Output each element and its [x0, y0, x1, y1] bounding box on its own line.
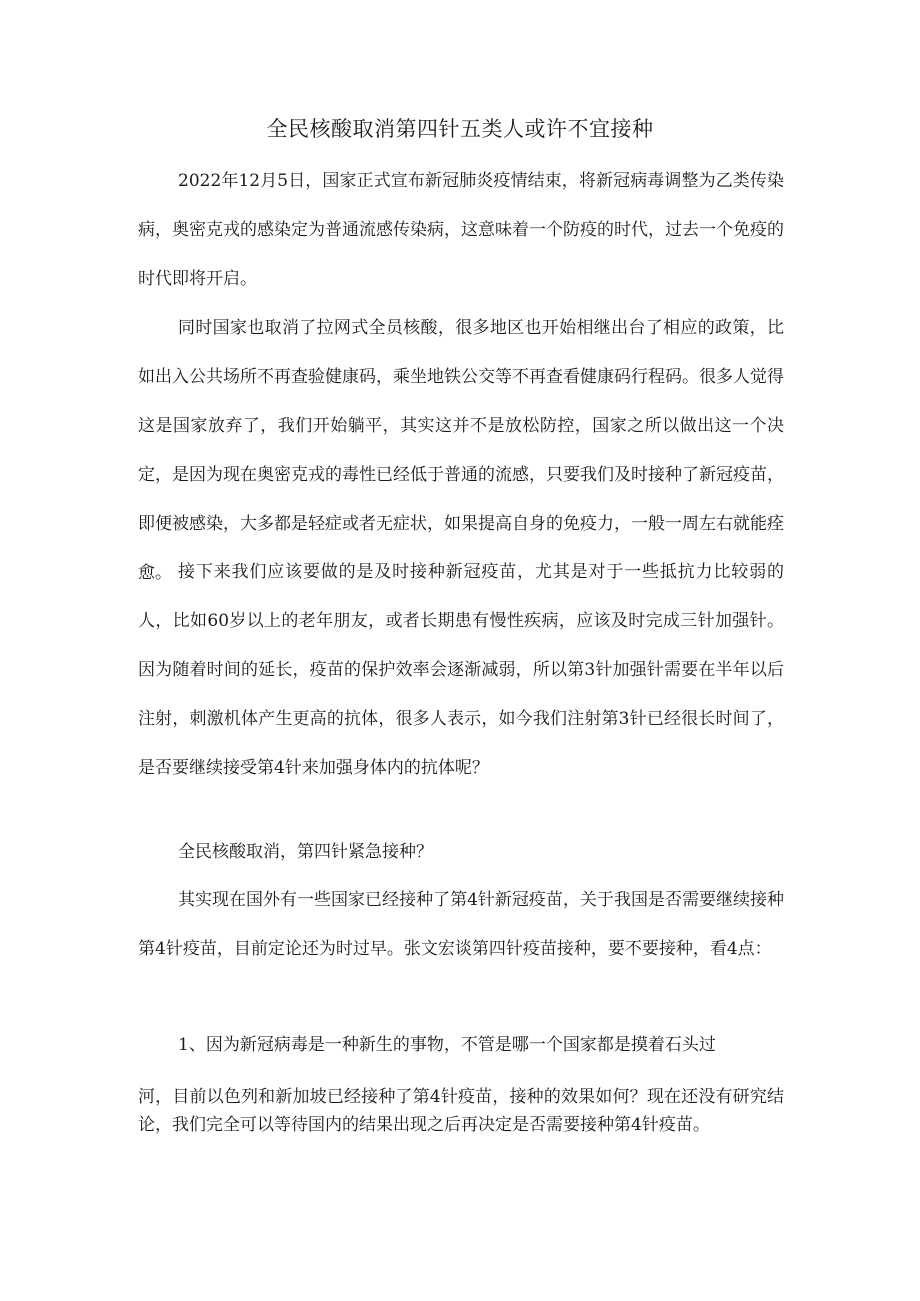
paragraph-6: 1、因为新冠病毒是一种新生的事物，不管是哪一个国家都是摸着石头过 — [178, 1035, 716, 1055]
paragraph-1: 2022年12月5日，国家正式宣布新冠肺炎疫情结束，将新冠病毒调整为乙类传染病，奥密克戎的感染定为普通流感传染病，这意味着一个防疫的时代，过去一个免疫的时代即将开启。 — [138, 171, 784, 289]
document-title: 全民核酸取消第四针五类人或许不宜接种 — [266, 117, 654, 141]
paragraph-5: 其实现在国外有一些国家已经接种了第4针新冠疫苗，关于我国是否需要继续接种第4针疫苗，目前定论还为时过早。张文宏谈第四针疫苗接种，要不要接种，看4点： — [138, 890, 784, 959]
paragraph-4-heading: 全民核酸取消，第四针紧急接种？ — [178, 842, 433, 862]
paragraph-3: 接下来我们应该要做的是及时接种新冠疫苗，尤其是对于一些抵抗力比较弱的人，比如60岁以上的老年朋友，或者长期患有慢性疾病，应该及时完成三针加强针。因为随着时间的延长，疫苗的保护效率会逐渐减弱，所以第3针加强针需要在半年以后注射，刺激机体产生更高的抗体，很多人表示，如今我们注射第3针已经很长时间了，是否要继续接受第4针来加强身体内的抗体呢？ — [138, 562, 784, 778]
paragraph-7: 河，目前以色列和新加坡已经接种了第4针疫苗，接种的效果如何？现在还没有研究结论，我们完全可以等待国内的结果出现之后再决定是否需要接种第4针疫苗。 — [138, 1087, 784, 1135]
paragraph-2: 同时国家也取消了拉网式全员核酸，很多地区也开始相继出台了相应的政策，比如出入公共场所不再查验健康码，乘坐地铁公交等不再查看健康码行程码。很多人觉得这是国家放弃了，我们开始躺平，其实这并不是放松防控，国家之所以做出这一个决定，是因为现在奥密克戎的毒性已经低于普通的流感，只要我们及时接种了新冠疫苗，即便被感染，大多都是轻症或者无症状，如果提高自身的免疫力，一般一周左右就能痊愈。 — [138, 318, 784, 583]
